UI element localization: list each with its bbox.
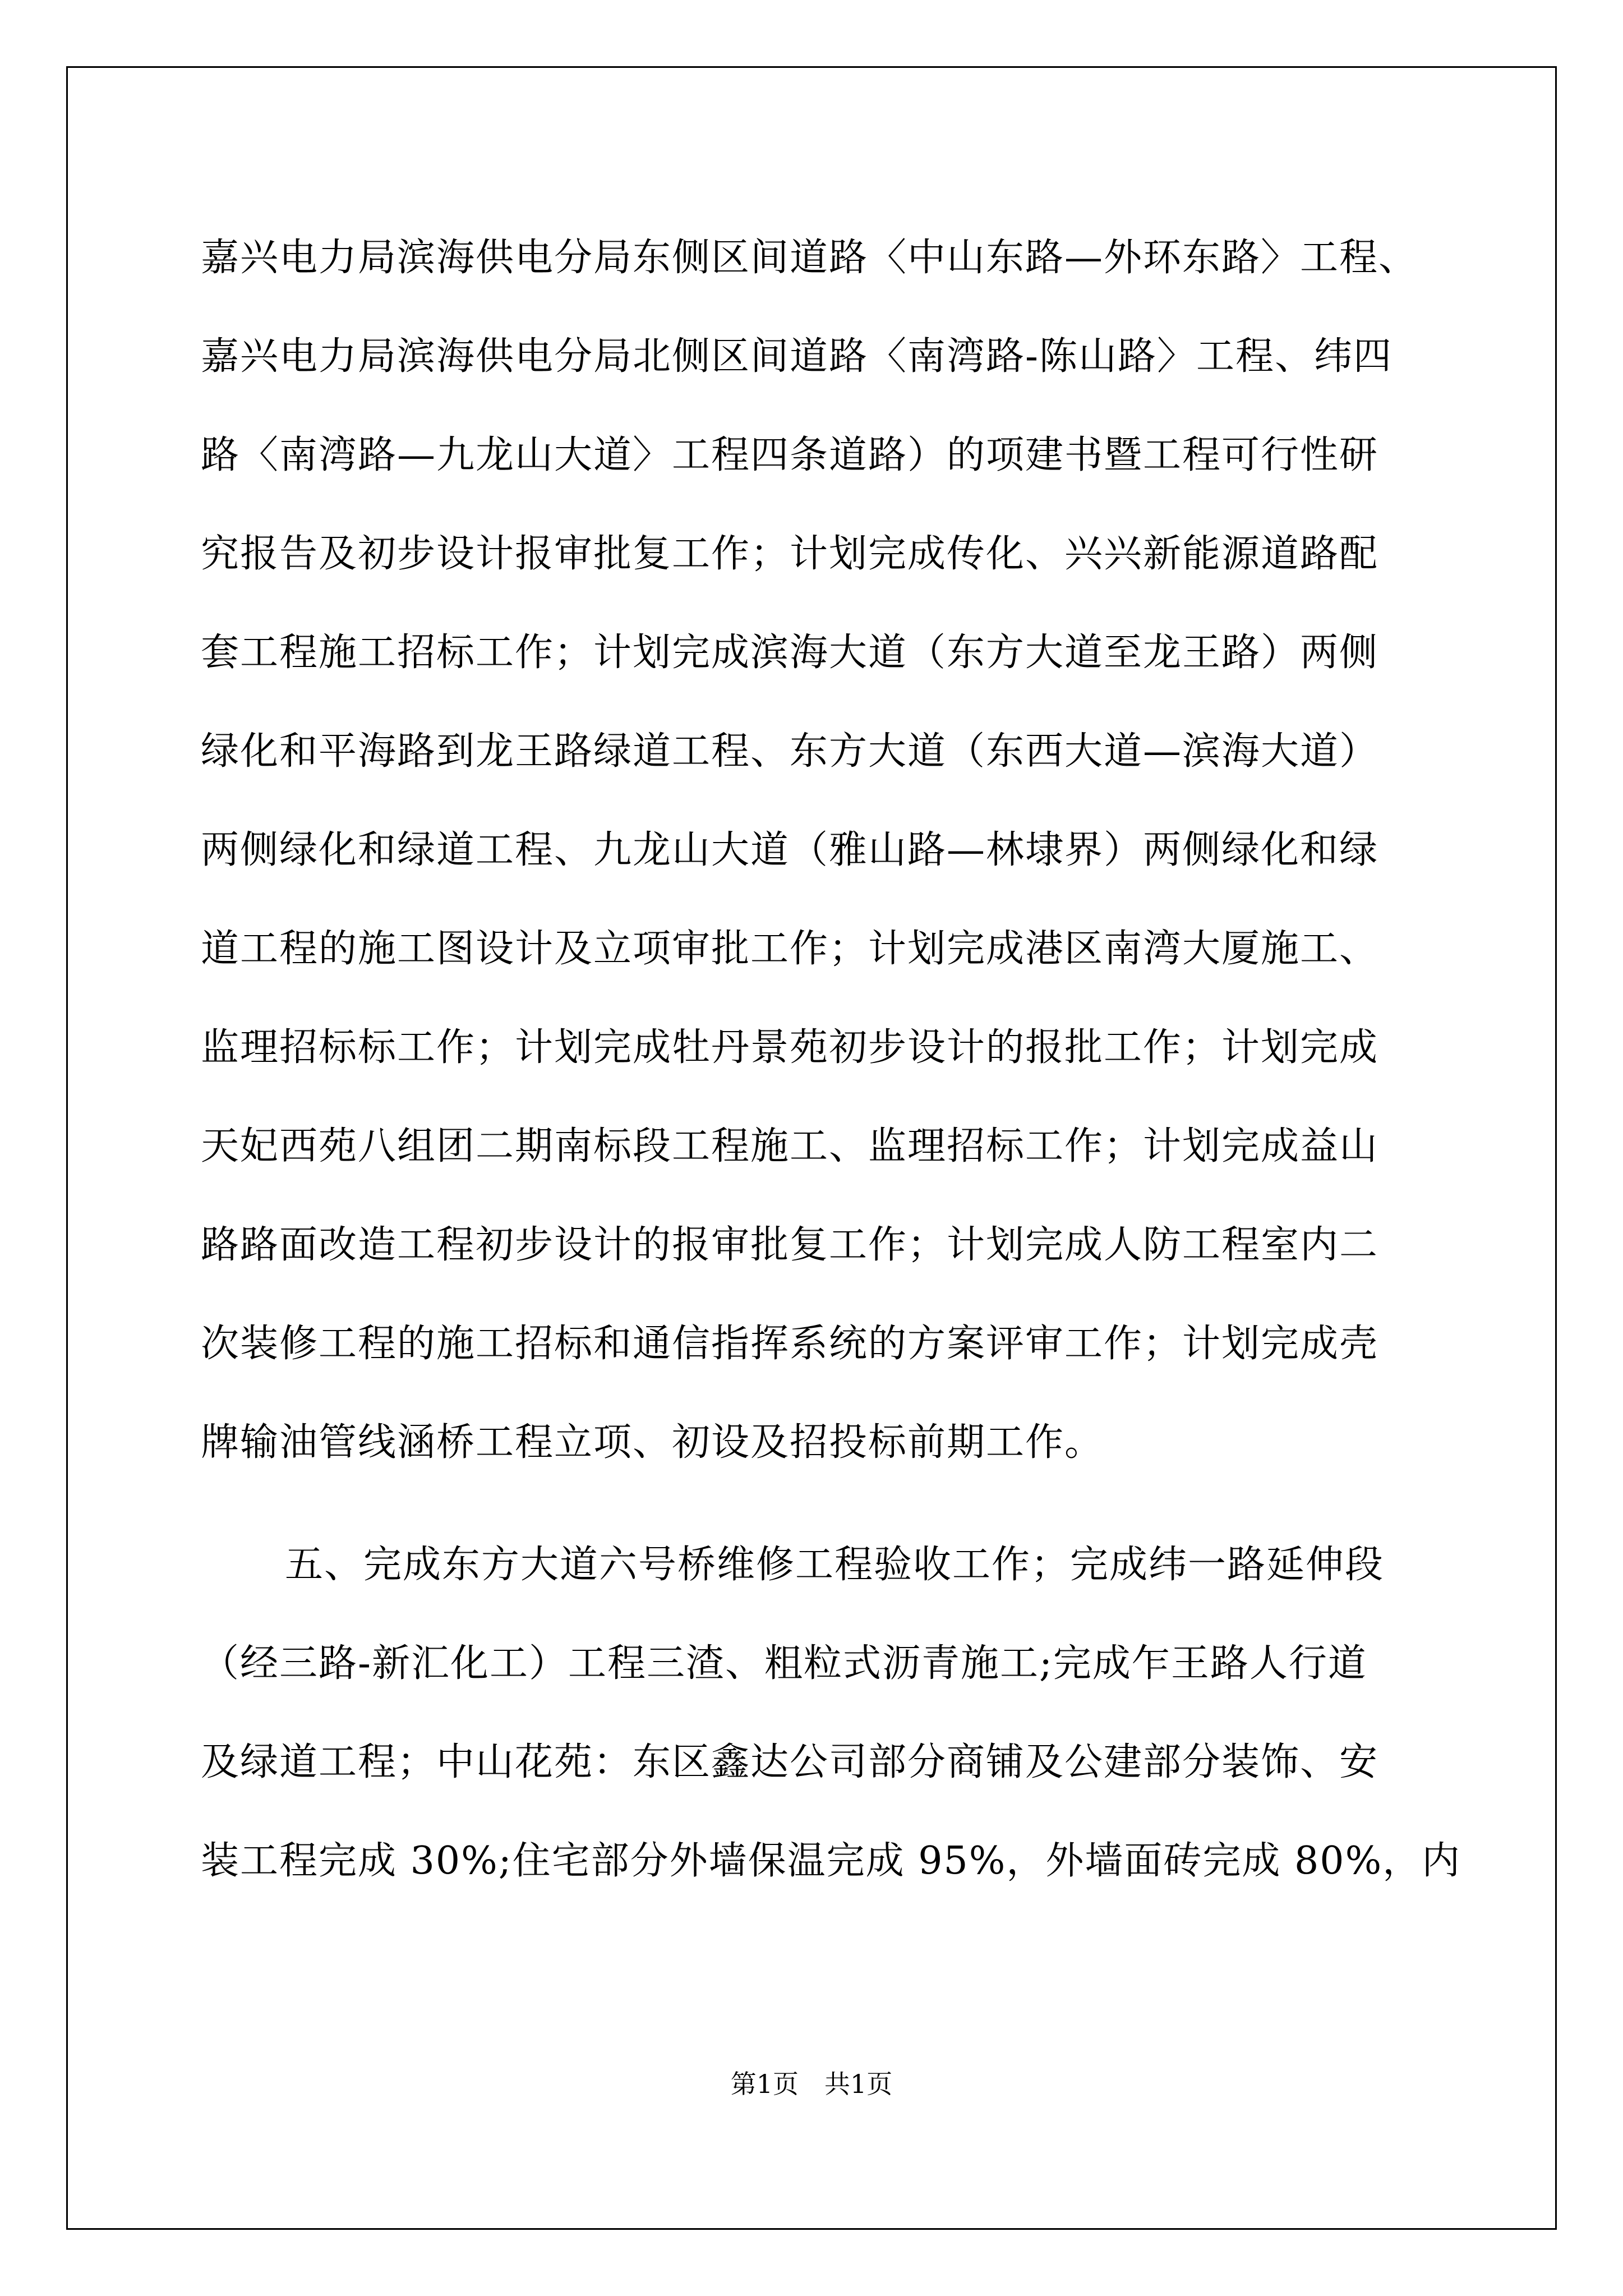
paragraph-gap [201,1492,1468,1516]
text-line: 五、完成东方大道六号桥维修工程验收工作；完成纬一路延伸段 [285,1543,1385,1587]
text-line: 绿化和平海路到龙王路绿道工程、东方大道（东西大道—滨海大道） [201,729,1379,774]
text-line: 两侧绿化和绿道工程、九龙山大道（雅山路—林埭界）两侧绿化和绿 [201,828,1379,872]
text-line: 路〈南湾路—九龙山大道〉工程四条道路）的项建书暨工程可行性研 [201,433,1379,477]
text-line: 道工程的施工图设计及立项审批工作；计划完成港区南湾大厦施工、 [201,927,1379,971]
text-line: 路路面改造工程初步设计的报审批复工作；计划完成人防工程室内二 [201,1223,1379,1267]
text-line: 次装修工程的施工招标和通信指挥系统的方案评审工作；计划完成壳 [201,1322,1379,1366]
text-line: 牌输油管线涵桥工程立项、初设及招投标前期工作。 [201,1420,1104,1465]
text-line: 套工程施工招标工作；计划完成滨海大道（东方大道至龙王路）两侧 [201,631,1379,675]
text-line: 嘉兴电力局滨海供电分局东侧区间道路〈中山东路—外环东路〉工程、 [201,236,1418,280]
page-number-footer: 第1页 共1页 [730,2069,893,2099]
text-line: 装工程完成 30%;住宅部分外墙保温完成 95%，外墙面砖完成 80%，内 [201,1839,1461,1883]
text-line: 嘉兴电力局滨海供电分局北侧区间道路〈南湾路-陈山路〉工程、纬四 [201,334,1393,379]
document-body [201,209,1468,1911]
text-line: 天妃西苑八组团二期南标段工程施工、监理招标工作；计划完成益山 [201,1124,1379,1168]
text-line: 监理招标标工作；计划完成牡丹景苑初步设计的报批工作；计划完成 [201,1025,1379,1070]
text-line: 及绿道工程；中山花苑：东区鑫达公司部分商铺及公建部分装饰、安 [201,1740,1379,1784]
text-line: 究报告及初步设计报审批复工作；计划完成传化、兴兴新能源道路配 [201,532,1379,576]
text-line: （经三路-新汇化工）工程三渣、粗粒式沥青施工;完成乍王路人行道 [201,1641,1367,1686]
